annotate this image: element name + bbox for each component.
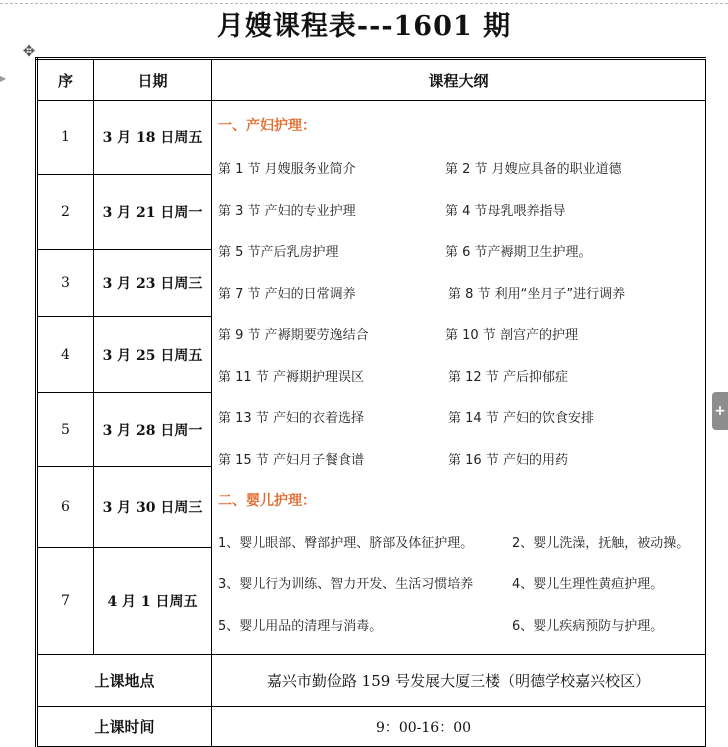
time-value: 9：00-16：00 xyxy=(212,707,706,747)
lesson-item: 第 4 节母乳喂养指导 xyxy=(445,204,566,219)
baby-care-item: 2、婴儿洗澡，抚触，被动操。 xyxy=(512,536,690,551)
course-outline-cell xyxy=(212,101,706,655)
lesson-item: 第 12 节 产后抑郁症 xyxy=(448,370,568,385)
baby-care-item: 5、婴儿用品的清理与消毒。 xyxy=(218,619,383,634)
row-date: 4 月 1 日周五 xyxy=(94,547,212,654)
row-date: 3 月 28 日周一 xyxy=(94,393,212,467)
row-seq: 3 xyxy=(37,249,94,317)
location-label: 上课地点 xyxy=(37,655,212,707)
row-seq: 5 xyxy=(37,393,94,467)
table-header-row xyxy=(37,59,706,101)
row-seq: 7 xyxy=(37,547,94,654)
lesson-item: 第 15 节 产妇月子餐食谱 xyxy=(218,453,364,468)
lesson-item: 第 8 节 利用“坐月子”进行调养 xyxy=(448,287,626,302)
row-date: 3 月 30 日周三 xyxy=(94,466,212,547)
location-value: 嘉兴市勤俭路 159 号发展大厦三楼（明德学校嘉兴校区） xyxy=(212,655,706,707)
row-seq: 2 xyxy=(37,174,94,249)
row-seq: 1 xyxy=(37,101,94,175)
baby-care-item: 1、婴儿眼部、臀部护理、脐部及体征护理。 xyxy=(218,536,474,551)
lesson-item: 第 9 节 产褥期要劳逸结合 xyxy=(218,328,369,343)
row-date: 3 月 18 日周五 xyxy=(94,101,212,175)
lesson-item: 第 5 节产后乳房护理 xyxy=(218,245,339,260)
table-row xyxy=(37,101,706,175)
baby-care-item: 6、婴儿疾病预防与护理。 xyxy=(512,619,664,634)
lesson-item: 第 13 节 产妇的衣着选择 xyxy=(218,411,364,426)
lesson-item: 第 14 节 产妇的饮食安排 xyxy=(448,411,594,426)
location-row xyxy=(37,655,706,707)
time-label: 上课时间 xyxy=(37,707,212,747)
schedule-table xyxy=(35,57,706,747)
section-title-mother-care: 一、产妇护理： xyxy=(218,118,316,134)
row-seq: 6 xyxy=(37,466,94,547)
header-seq: 序 xyxy=(37,59,94,101)
lesson-item: 第 3 节 产妇的专业护理 xyxy=(218,204,356,219)
lesson-item: 第 1 节 月嫂服务业简介 xyxy=(218,162,356,177)
section-title-baby-care: 二、婴儿护理： xyxy=(218,493,316,509)
lesson-item: 第 10 节 剖宫产的护理 xyxy=(445,328,578,343)
row-date: 3 月 23 日周三 xyxy=(94,249,212,317)
lesson-item: 第 11 节 产褥期护理误区 xyxy=(218,370,364,385)
baby-care-item: 4、婴儿生理性黄疸护理。 xyxy=(512,577,664,592)
row-date: 3 月 25 日周五 xyxy=(94,317,212,393)
table-move-handle-icon[interactable]: ✥ xyxy=(22,42,36,60)
header-date: 日期 xyxy=(94,59,212,101)
baby-care-item: 3、婴儿行为训练、智力开发、生活习惯培养 xyxy=(218,577,474,592)
lesson-item: 第 2 节 月嫂应具备的职业道德 xyxy=(445,162,622,177)
row-date: 3 月 21 日周一 xyxy=(94,174,212,249)
header-outline: 课程大纲 xyxy=(212,59,706,101)
row-seq: 4 xyxy=(37,317,94,393)
time-row xyxy=(37,707,706,747)
side-expand-tab-icon[interactable]: + xyxy=(712,392,728,430)
lesson-item: 第 16 节 产妇的用药 xyxy=(448,453,568,468)
page-title: 月嫂课程表---1601 期 xyxy=(216,11,512,42)
lesson-item: 第 6 节产褥期卫生护理。 xyxy=(445,245,592,260)
margin-marker-icon: ▶ xyxy=(0,74,7,83)
lesson-item: 第 7 节 产妇的日常调养 xyxy=(218,287,356,302)
